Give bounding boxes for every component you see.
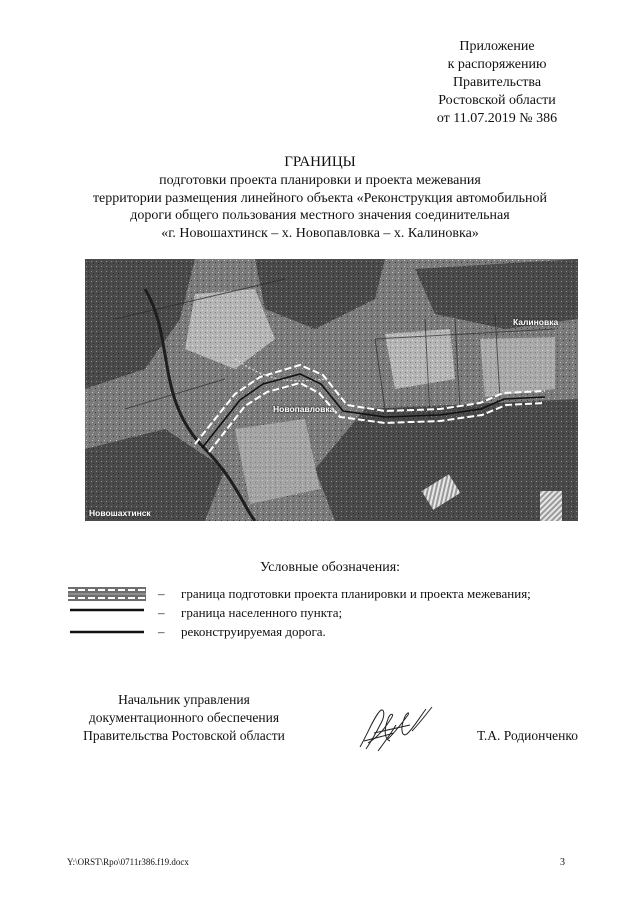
legend-item-road	[68, 623, 628, 641]
title-line: дороги общего пользования местного значения соединительная	[130, 208, 510, 223]
handwritten-signature	[350, 703, 440, 755]
appendix-date-line: от 11.07.2019 № 386	[436, 111, 558, 126]
legend-text: граница населенного пункта;	[181, 605, 343, 620]
title-heading: ГРАНИЦЫ	[284, 154, 356, 170]
road-swatch	[68, 623, 148, 641]
position-line: документационного обеспечения	[88, 710, 280, 725]
file-path: Y:\ORST\Rpo\0711r386.f19.docx	[67, 857, 189, 867]
legend-dash: –	[158, 586, 165, 601]
position-line: Начальник управления	[118, 692, 250, 707]
appendix-line: Приложение	[459, 39, 535, 54]
title-line: «г. Новошахтинск – х. Новопавловка – х. Калиновка»	[161, 225, 479, 241]
appendix-line: Правительства	[452, 75, 542, 90]
appendix-line: к распоряжению	[447, 57, 547, 72]
legend-title: Условные обозначения:	[260, 560, 401, 575]
signatory-position	[70, 691, 298, 745]
map-label-novoshakhtinsk: Новошахтинск	[89, 508, 151, 518]
position-line: Правительства Ростовской области	[83, 728, 285, 743]
legend-dash: –	[158, 605, 165, 620]
title-line: территории размещения линейного объекта «Реконструкция автомобильной	[92, 190, 548, 206]
appendix-line: Ростовской области	[438, 93, 556, 108]
settlement-boundary-swatch	[68, 604, 148, 622]
legend-text: реконструируемая дорога.	[181, 624, 326, 639]
planning-boundary-swatch	[68, 585, 148, 603]
legend-item-settlement-boundary	[68, 604, 628, 622]
title-line: подготовки проекта планировки и проекта межевания	[159, 173, 481, 188]
legend-dash: –	[158, 624, 165, 639]
legend-item-planning-boundary	[68, 585, 628, 603]
document-title	[60, 153, 580, 242]
appendix-header	[420, 38, 574, 128]
map-image	[85, 259, 578, 521]
legend-text: граница подготовки проекта планировки и проекта межевания;	[181, 586, 531, 601]
map-label-novopavlovka: Новопавловка	[273, 404, 335, 414]
page-number: 3	[560, 857, 565, 868]
signatory-name: Т.А. Родионченко	[477, 728, 578, 743]
map-label-kalinovka: Калиновка	[513, 317, 559, 327]
boundary-map	[85, 259, 578, 521]
